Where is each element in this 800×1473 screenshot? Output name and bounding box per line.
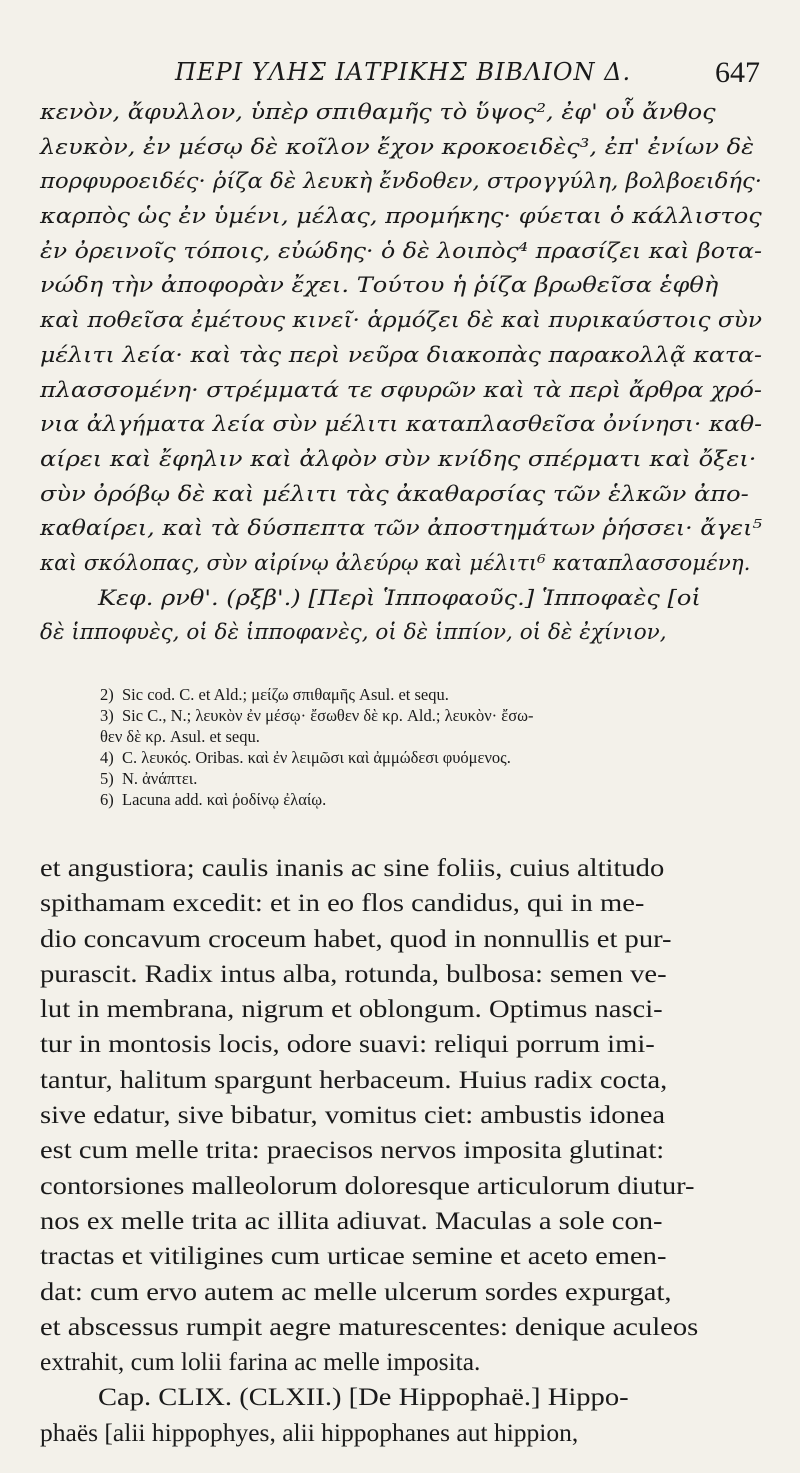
greek-line: μέλιτι λεία· καὶ τὰς περὶ νεῦρα διακοπὰς παρακολλᾷ κατα-	[40, 342, 763, 368]
footnote	[100, 705, 760, 726]
latin-line: tractas et vitiligines cum urticae semine et aceto emen-	[40, 1241, 667, 1271]
footnote	[100, 747, 760, 768]
latin-line: et abscessus rumpit aegre maturescentes: denique aculeos	[40, 1311, 699, 1341]
greek-line: αίρει καὶ ἔφηλιν καὶ ἀλφὸν σὺν κνίδης σπέρματι καὶ ὄξει·	[40, 446, 757, 472]
latin-line: est cum melle trita: praecisos nervos imposita glutinat:	[40, 1135, 665, 1165]
greek-line: δὲ ἱπποφυὲς, οἱ δὲ ἱπποφανὲς, οἱ δὲ ἱππίον, οἱ δὲ ἐχίνιον,	[40, 620, 667, 646]
footnote	[100, 789, 760, 810]
latin-line: contorsiones malleolorum doloresque articulorum diutur-	[40, 1170, 695, 1200]
greek-line: λευκὸν, ἐν μέσῳ δὲ κοῖλον ἔχον κροκοειδὲς³, ἐπ' ἐνίων δὲ	[40, 134, 755, 160]
latin-line: et angustiora; caulis inanis ac sine foliis, cuius altitudo	[40, 853, 665, 882]
footnote	[100, 768, 760, 789]
latin-line: spithamam excedit: et in eo flos candidus, qui in me-	[40, 888, 645, 918]
greek-line: Κεφ. ρνθ'. (ρξβ'.) [Περὶ Ἱπποφαοῦς.] Ἱπποφαὲς [οἱ	[98, 585, 701, 611]
greek-line: κενὸν, ἄφυλλον, ὑπὲρ σπιθαμῆς τὸ ὕψος², ἐφ' οὗ ἄνθος	[40, 100, 716, 125]
greek-line: καὶ σκόλοπας, σὺν αἰρίνῳ ἀλεύρῳ καὶ μέλιτι⁶ καταπλασσομένη.	[40, 550, 751, 576]
greek-line: καρπὸς ὡς ἐν ὑμένι, μέλας, προμήκης· φύεται ὁ κάλλιστος	[40, 204, 762, 230]
footnote-number: 3)	[100, 706, 114, 725]
latin-line: extrahit, cum lolii farina ac melle imposita.	[40, 1347, 481, 1377]
greek-line: ἐν ὀρεινοῖς τόποις, εὐώδης· ὁ δὲ λοιπὸς⁴ πρασίζει καὶ βοτα-	[40, 238, 763, 264]
greek-line: πορφυροειδές· ῥίζα δὲ λευκὴ ἔνδοθεν, στρογγύλη, βολβοειδής·	[40, 169, 763, 195]
running-title: ΠΕΡΙ ΥΛΗΣ ΙΑΤΡΙΚΗΣ ΒΙΒΛΙΟΝ Δ.	[175, 58, 632, 86]
footnote-number: 6)	[100, 790, 114, 809]
greek-line: σὺν ὀρόβῳ δὲ καὶ μέλιτι τὰς ἀκαθαρσίας τῶν ἑλκῶν ἀπο-	[40, 481, 749, 507]
latin-line: sive edatur, sive bibatur, vomitus ciet: ambustis idonea	[40, 1100, 666, 1130]
latin-line: purascit. Radix intus alba, rotunda, bulbosa: semen ve-	[40, 958, 667, 988]
page-header	[40, 58, 760, 94]
greek-line: νώδη τὴν ἀποφορὰν ἔχει. Τούτου ἡ ῥίζα βρωθεῖσα ἑφθὴ	[40, 273, 719, 299]
footnote-number: 2)	[100, 685, 114, 704]
greek-line: νια ἀλγήματα λεία σὺν μέλιτι καταπλασθεῖσα ὀνίνησι· καθ-	[40, 412, 763, 438]
latin-line: tur in montosis locis, odore suavi: reliqui porrum imi-	[40, 1029, 655, 1059]
greek-text-block	[40, 96, 765, 651]
page-number: 647	[715, 56, 760, 89]
latin-text-block	[40, 850, 765, 1450]
latin-line: dat: cum ervo autem ac melle ulcerum sordes expurgat,	[40, 1276, 672, 1306]
footnote-text: N. ἀνάπτει.	[122, 769, 198, 788]
footnote-text: θεν δὲ κρ. Asul. et sequ.	[100, 727, 260, 746]
footnote	[100, 684, 760, 705]
footnote-number: 5)	[100, 769, 114, 788]
greek-line: καθαίρει, καὶ τὰ δύσπεπτα τῶν ἀποστημάτων ῥήσσει· ἄγει⁵	[40, 516, 762, 542]
latin-line: tantur, halitum spargunt herbaceum. Huius radix cocta,	[40, 1064, 668, 1094]
footnote-text: Sic cod. C. et Ald.; μείζω σπιθαμῆς Asul. et sequ.	[122, 685, 449, 704]
footnote-text: Sic C., N.; λευκὸν ἐν μέσῳ· ἔσωθεν δὲ κρ. Ald.; λευκὸν· ἔσω-	[122, 706, 534, 725]
greek-line: καὶ ποθεῖσα ἐμέτους κινεῖ· ἁρμόζει δὲ καὶ πυρικαύστοις σὺν	[40, 308, 763, 334]
footnote-number: 4)	[100, 748, 114, 767]
latin-line: phaës [alii hippophyes, alii hippophanes aut hippion,	[40, 1417, 579, 1447]
footnote-text: Lacuna add. καὶ ῥοδίνῳ ἐλαίῳ.	[122, 790, 327, 809]
latin-line: dio concavum croceum habet, quod in nonnullis et pur-	[40, 923, 672, 953]
footnote	[100, 726, 760, 747]
latin-line: Cap. CLIX. (CLXII.) [De Hippophaë.] Hippo-	[98, 1382, 629, 1412]
latin-line: nos ex melle trita ac illita adiuvat. Maculas a sole con-	[40, 1205, 663, 1235]
footnote-text: C. λευκός. Oribas. καὶ ἐν λειμῶσι καὶ ἀμμώδεσι φυόμενος.	[122, 748, 511, 767]
greek-line: πλασσομένη· στρέμματά τε σφυρῶν καὶ τὰ περὶ ἄρθρα χρό-	[40, 377, 763, 403]
latin-line: lut in membrana, nigrum et oblongum. Optimus nasci-	[40, 994, 663, 1024]
footnotes	[100, 684, 760, 810]
